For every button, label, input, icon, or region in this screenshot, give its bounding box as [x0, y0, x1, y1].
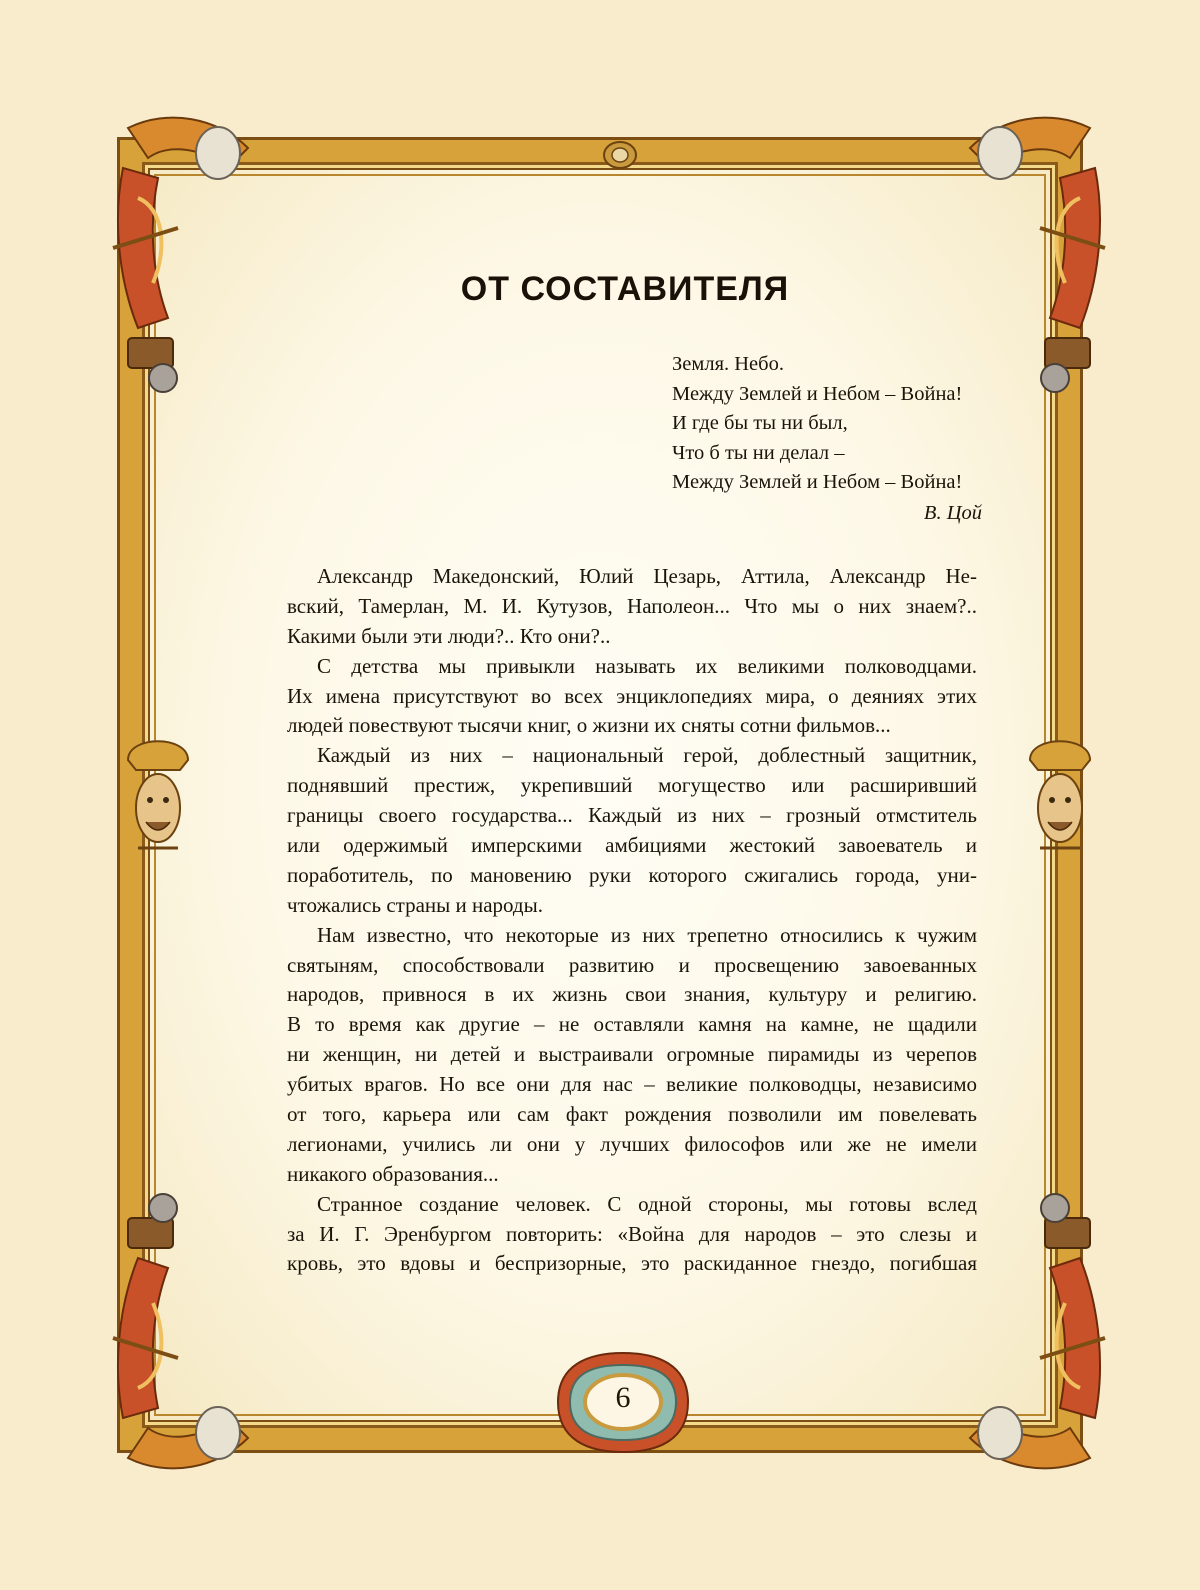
side-medallion-left	[118, 730, 198, 860]
text-line: С детства мы привыкли называть их великими полководцами.	[317, 653, 977, 678]
text-line: народов, привнося в их жизнь свои знания, культуру и религию.	[287, 982, 977, 1007]
text-line: поработитель, по мановению руки которого сжигались города, уни-	[287, 862, 977, 887]
text-line: чтожались страны и народы.	[287, 892, 543, 917]
text-line: поднявший престиж, укрепивший могущество или расширивший	[287, 773, 977, 798]
text-line: людей повествуют тысячи книг, о жизни их сняты сотни фильмов...	[287, 713, 891, 738]
epigraph-author: В. Цой	[923, 501, 982, 524]
epigraph-line: Между Землей и Небом – Война!	[672, 382, 963, 405]
text-line: границы своего государства... Каждый из них – грозный отмститель	[287, 803, 977, 828]
text-line: святыням, способствовали развитию и просвещению завоеванных	[287, 952, 977, 977]
text-line: Александр Македонский, Юлий Цезарь, Аттила, Александр Не-	[317, 564, 977, 588]
text-line: вский, Тамерлан, М. И. Кутузов, Наполеон... Что мы о них знаем?..	[287, 593, 977, 618]
epigraph-line: Земля. Небо.	[672, 353, 784, 375]
page-number: 6	[615, 1381, 631, 1414]
corner-ornament-bottom-left	[108, 1178, 258, 1478]
text-line: Их имена присутствуют во всех энциклопедиях мира, о деяниях этих	[287, 683, 977, 708]
frame-top-medallion	[600, 135, 640, 175]
corner-ornament-top-left	[108, 108, 258, 408]
epigraph-line: И где бы ты ни был,	[672, 412, 848, 435]
text-line: Нам известно, что некоторые из них трепетно относились к чужим	[317, 922, 977, 947]
side-medallion-right	[1020, 730, 1100, 860]
text-line: В то время как другие – не оставляли камня на камне, не щадили	[287, 1012, 977, 1037]
page-title: ОТ СОСТАВИТЕЛЯ	[460, 270, 790, 308]
text-line: ни женщин, ни детей и выстраивали огромные пирамиды из черепов	[287, 1042, 977, 1067]
text-line: Какими были эти люди?.. Кто они?..	[287, 623, 611, 648]
text-line: никакого образования...	[287, 1161, 499, 1186]
text-line: кровь, это вдовы и беспризорные, это раскиданное гнездо, погибшая	[287, 1251, 977, 1276]
text-line: от того, карьера или сам факт рождения позволили им повелевать	[287, 1102, 977, 1127]
text-line: легионами, учились ли они у лучших философов или же не имели	[287, 1131, 977, 1156]
text-line: Каждый из них – национальный герой, доблестный защитник,	[317, 743, 977, 768]
text-line: убитых врагов. Но все они для нас – великие полководцы, независимо	[287, 1072, 977, 1097]
body-text	[287, 562, 977, 1279]
corner-ornament-top-right	[960, 108, 1110, 408]
corner-ornament-bottom-right	[960, 1178, 1110, 1478]
epigraph-line: Что б ты ни делал –	[672, 441, 845, 464]
epigraph	[672, 350, 982, 529]
epigraph-line: Между Землей и Небом – Война!	[672, 471, 963, 494]
text-line: или одержимый имперскими амбициями жестокий завоеватель и	[287, 833, 977, 858]
text-line: Странное создание человек. С одной стороны, мы готовы вслед	[317, 1191, 977, 1216]
text-line: за И. Г. Эренбургом повторить: «Война для народов – это слезы и	[287, 1221, 977, 1246]
